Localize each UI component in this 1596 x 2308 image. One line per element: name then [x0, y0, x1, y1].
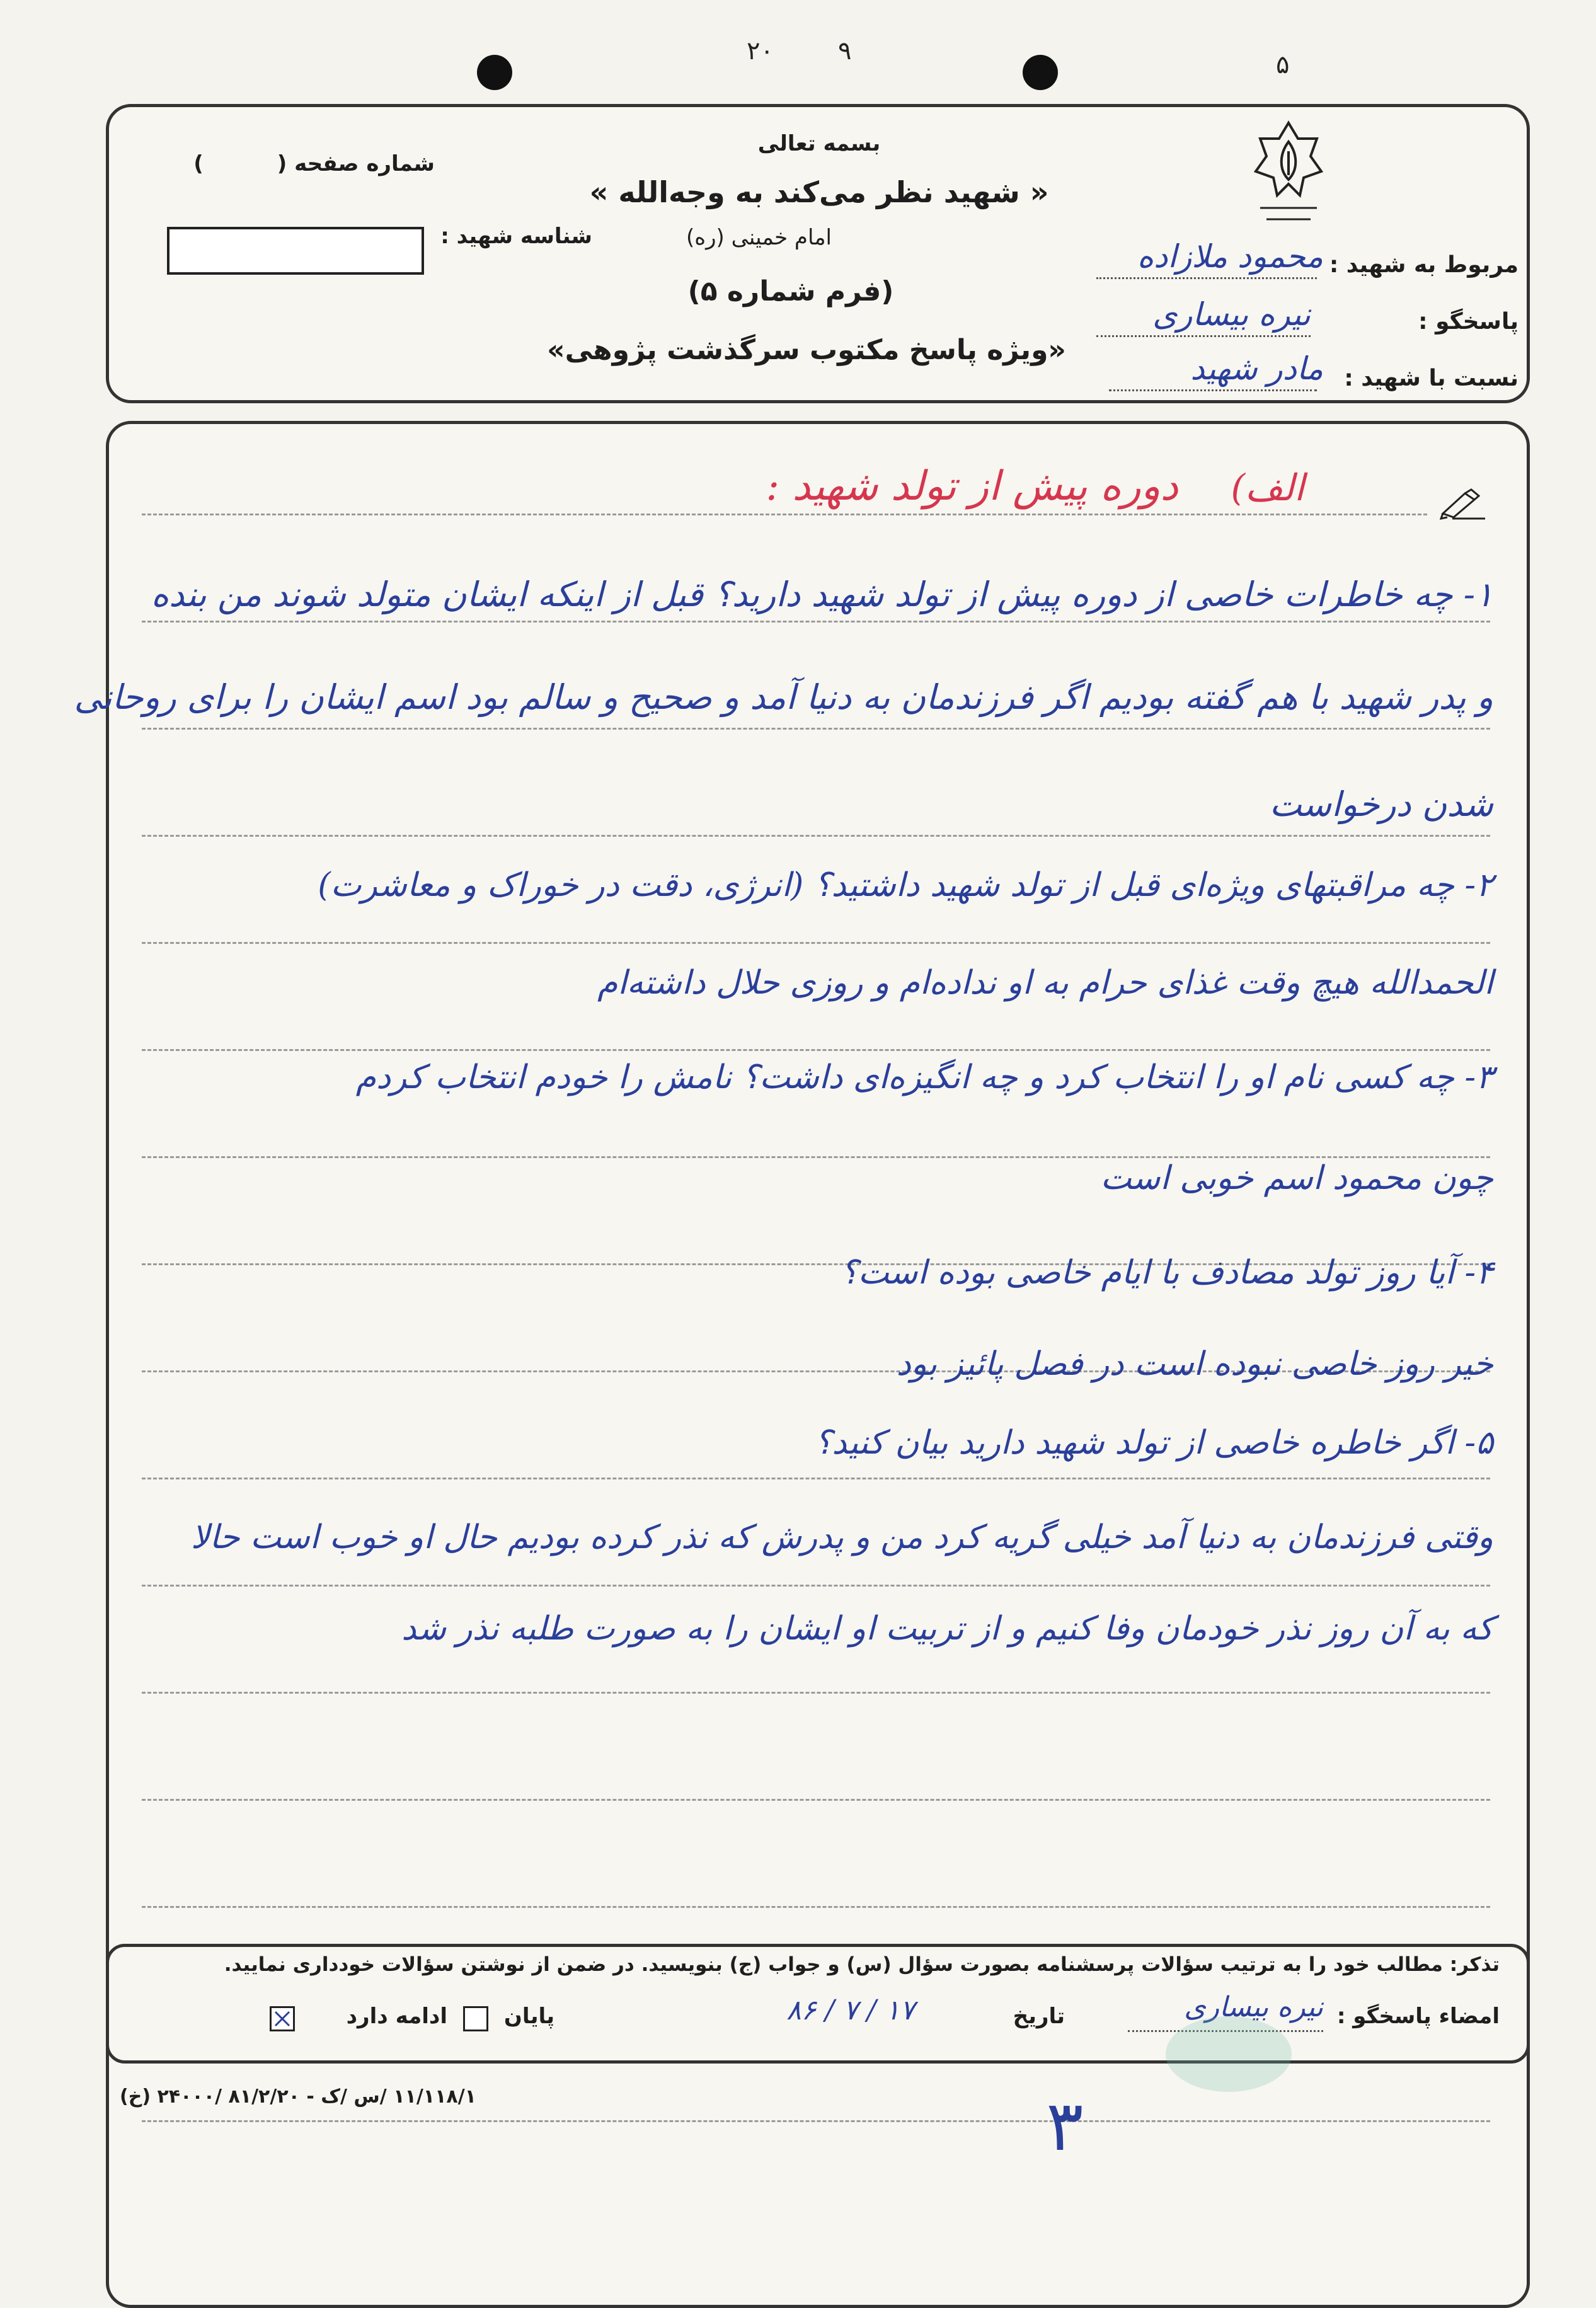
form-code: ۱۱/۱۱۸/۱ /س /ک - ۸۱/۲/۲۰ /۲۴۰۰۰ (خ)	[120, 2086, 476, 2108]
ruled-line	[142, 1156, 1490, 1158]
signature-value: نیره بیساری	[1184, 1991, 1323, 2023]
date-value: ۸۶ / ۷ / ۱۷	[786, 1994, 915, 2026]
related-martyr-label: مربوط به شهید :	[1329, 252, 1518, 278]
section-title: دوره پیش از تولد شهید :	[766, 463, 1178, 510]
relation-label: نسبت با شهید :	[1344, 365, 1518, 391]
answer-line: ۳- چه کسی نام او را انتخاب کرد و چه انگیزه‌ای داشت؟ نامش را خودم انتخاب کردم	[355, 1059, 1493, 1096]
related-martyr-value: محمود ملازاده	[1137, 238, 1323, 275]
end-checkbox[interactable]	[463, 2006, 488, 2031]
page-number-handwritten: ۳	[1046, 2086, 1084, 2166]
check-mark-icon	[272, 2008, 293, 2030]
top-mark-right: ۵	[1276, 50, 1290, 79]
ruled-line	[142, 1799, 1490, 1801]
ruled-line	[142, 1478, 1490, 1479]
respondent-value: نیره بیساری	[1152, 296, 1311, 333]
martyr-id-field	[167, 227, 424, 275]
ruled-line	[142, 1692, 1490, 1694]
top-mark-mid: ۹	[838, 37, 852, 66]
answer-line: که به آن روز نذر خودمان وفا کنیم و از تربیت او ایشان را به صورت طلبه نذر شد	[401, 1610, 1493, 1648]
punch-hole	[1023, 55, 1058, 90]
date-label: تاریخ	[1013, 2004, 1065, 2029]
ruled-line	[142, 1049, 1490, 1051]
motto: « شهید نظر می‌کند به وجه‌الله »	[589, 175, 1049, 209]
answer-line: و پدر شهید با هم گفته بودیم اگر فرزندمان به دنیا آمد و صحیح و سالم بود اسم ایشان را برای روحانی	[74, 677, 1493, 717]
underline	[1109, 389, 1317, 391]
answer-line: ۴- آیا روز تولد مصادف با ایام خاصی بوده است؟	[841, 1254, 1493, 1292]
answer-line: شدن درخواست	[1269, 784, 1493, 824]
answer-line: چون محمود اسم خوبی است	[1100, 1159, 1493, 1197]
ruled-line	[142, 514, 1427, 515]
ruled-line	[142, 2120, 1490, 2122]
form-title: (فرم شماره ۵)	[687, 275, 894, 307]
ruled-line	[142, 621, 1490, 623]
underline	[1096, 335, 1311, 337]
bismillah: بسمه تعالی	[757, 131, 881, 156]
answer-line: ۵- اگر خاطره خاصی از تولد شهید دارید بیان کنید؟	[814, 1424, 1493, 1462]
foundation-logo	[1251, 120, 1326, 227]
stamp-mark	[1166, 2016, 1292, 2092]
answer-line: ۱- چه خاطرات خاصی از دوره پیش از تولد شهید دارید؟ قبل از اینکه ایشان متولد شوند من بنده	[151, 575, 1493, 614]
answer-line: ۲- چه مراقبتهای ویژه‌ای قبل از تولد شهید داشتید؟ (انرژی، دقت در خوراک و معاشرت)	[318, 866, 1493, 904]
respondent-label: پاسخگو :	[1418, 309, 1518, 335]
note-text: تذکر: مطالب خود را به ترتیب سؤالات پرسشنامه بصورت سؤال (س) و جواب (ج) بنویسید. در ضمن از نوشتن سؤالات خودداری نمایید.	[224, 1953, 1500, 1976]
answer-line: وقتی فرزندمان به دنیا آمد خیلی گریه کرد من و پدرش که نذر کرده بودیم حال او خوب است حالا	[190, 1519, 1493, 1556]
answer-line: الحمدالله هیچ وقت غذای حرام به او نداده‌ام و روزی حلال داشته‌ام	[597, 964, 1493, 1002]
underline	[1096, 277, 1317, 279]
page-number-close: )	[193, 151, 204, 176]
ruled-line	[142, 1906, 1490, 1908]
top-mark-left: ۲۰	[747, 37, 774, 66]
page-number-label: شماره صفحه (	[277, 151, 435, 176]
ruled-line	[142, 835, 1490, 837]
ruled-line	[142, 942, 1490, 944]
end-label: پایان	[503, 2004, 554, 2029]
section-letter: الف)	[1231, 466, 1304, 509]
ruled-line	[142, 1585, 1490, 1587]
ruled-line	[142, 728, 1490, 730]
punch-hole	[477, 55, 512, 90]
martyr-id-label: شناسه شهید :	[440, 224, 592, 249]
pen-icon	[1440, 488, 1487, 520]
form-subtitle: «ویژه پاسخ مکتوب سرگذشت پژوهی»	[547, 334, 1066, 366]
motto-author: امام خمینی (ره)	[686, 225, 832, 250]
answer-line: خیر روز خاصی نبوده است در فصل پائیز بود	[896, 1345, 1493, 1383]
continue-label: ادامه دارد	[346, 2004, 447, 2029]
relation-value: مادر شهید	[1190, 350, 1323, 387]
signature-label: امضاء پاسخگو :	[1336, 2004, 1500, 2029]
continue-checkbox[interactable]	[270, 2006, 295, 2031]
